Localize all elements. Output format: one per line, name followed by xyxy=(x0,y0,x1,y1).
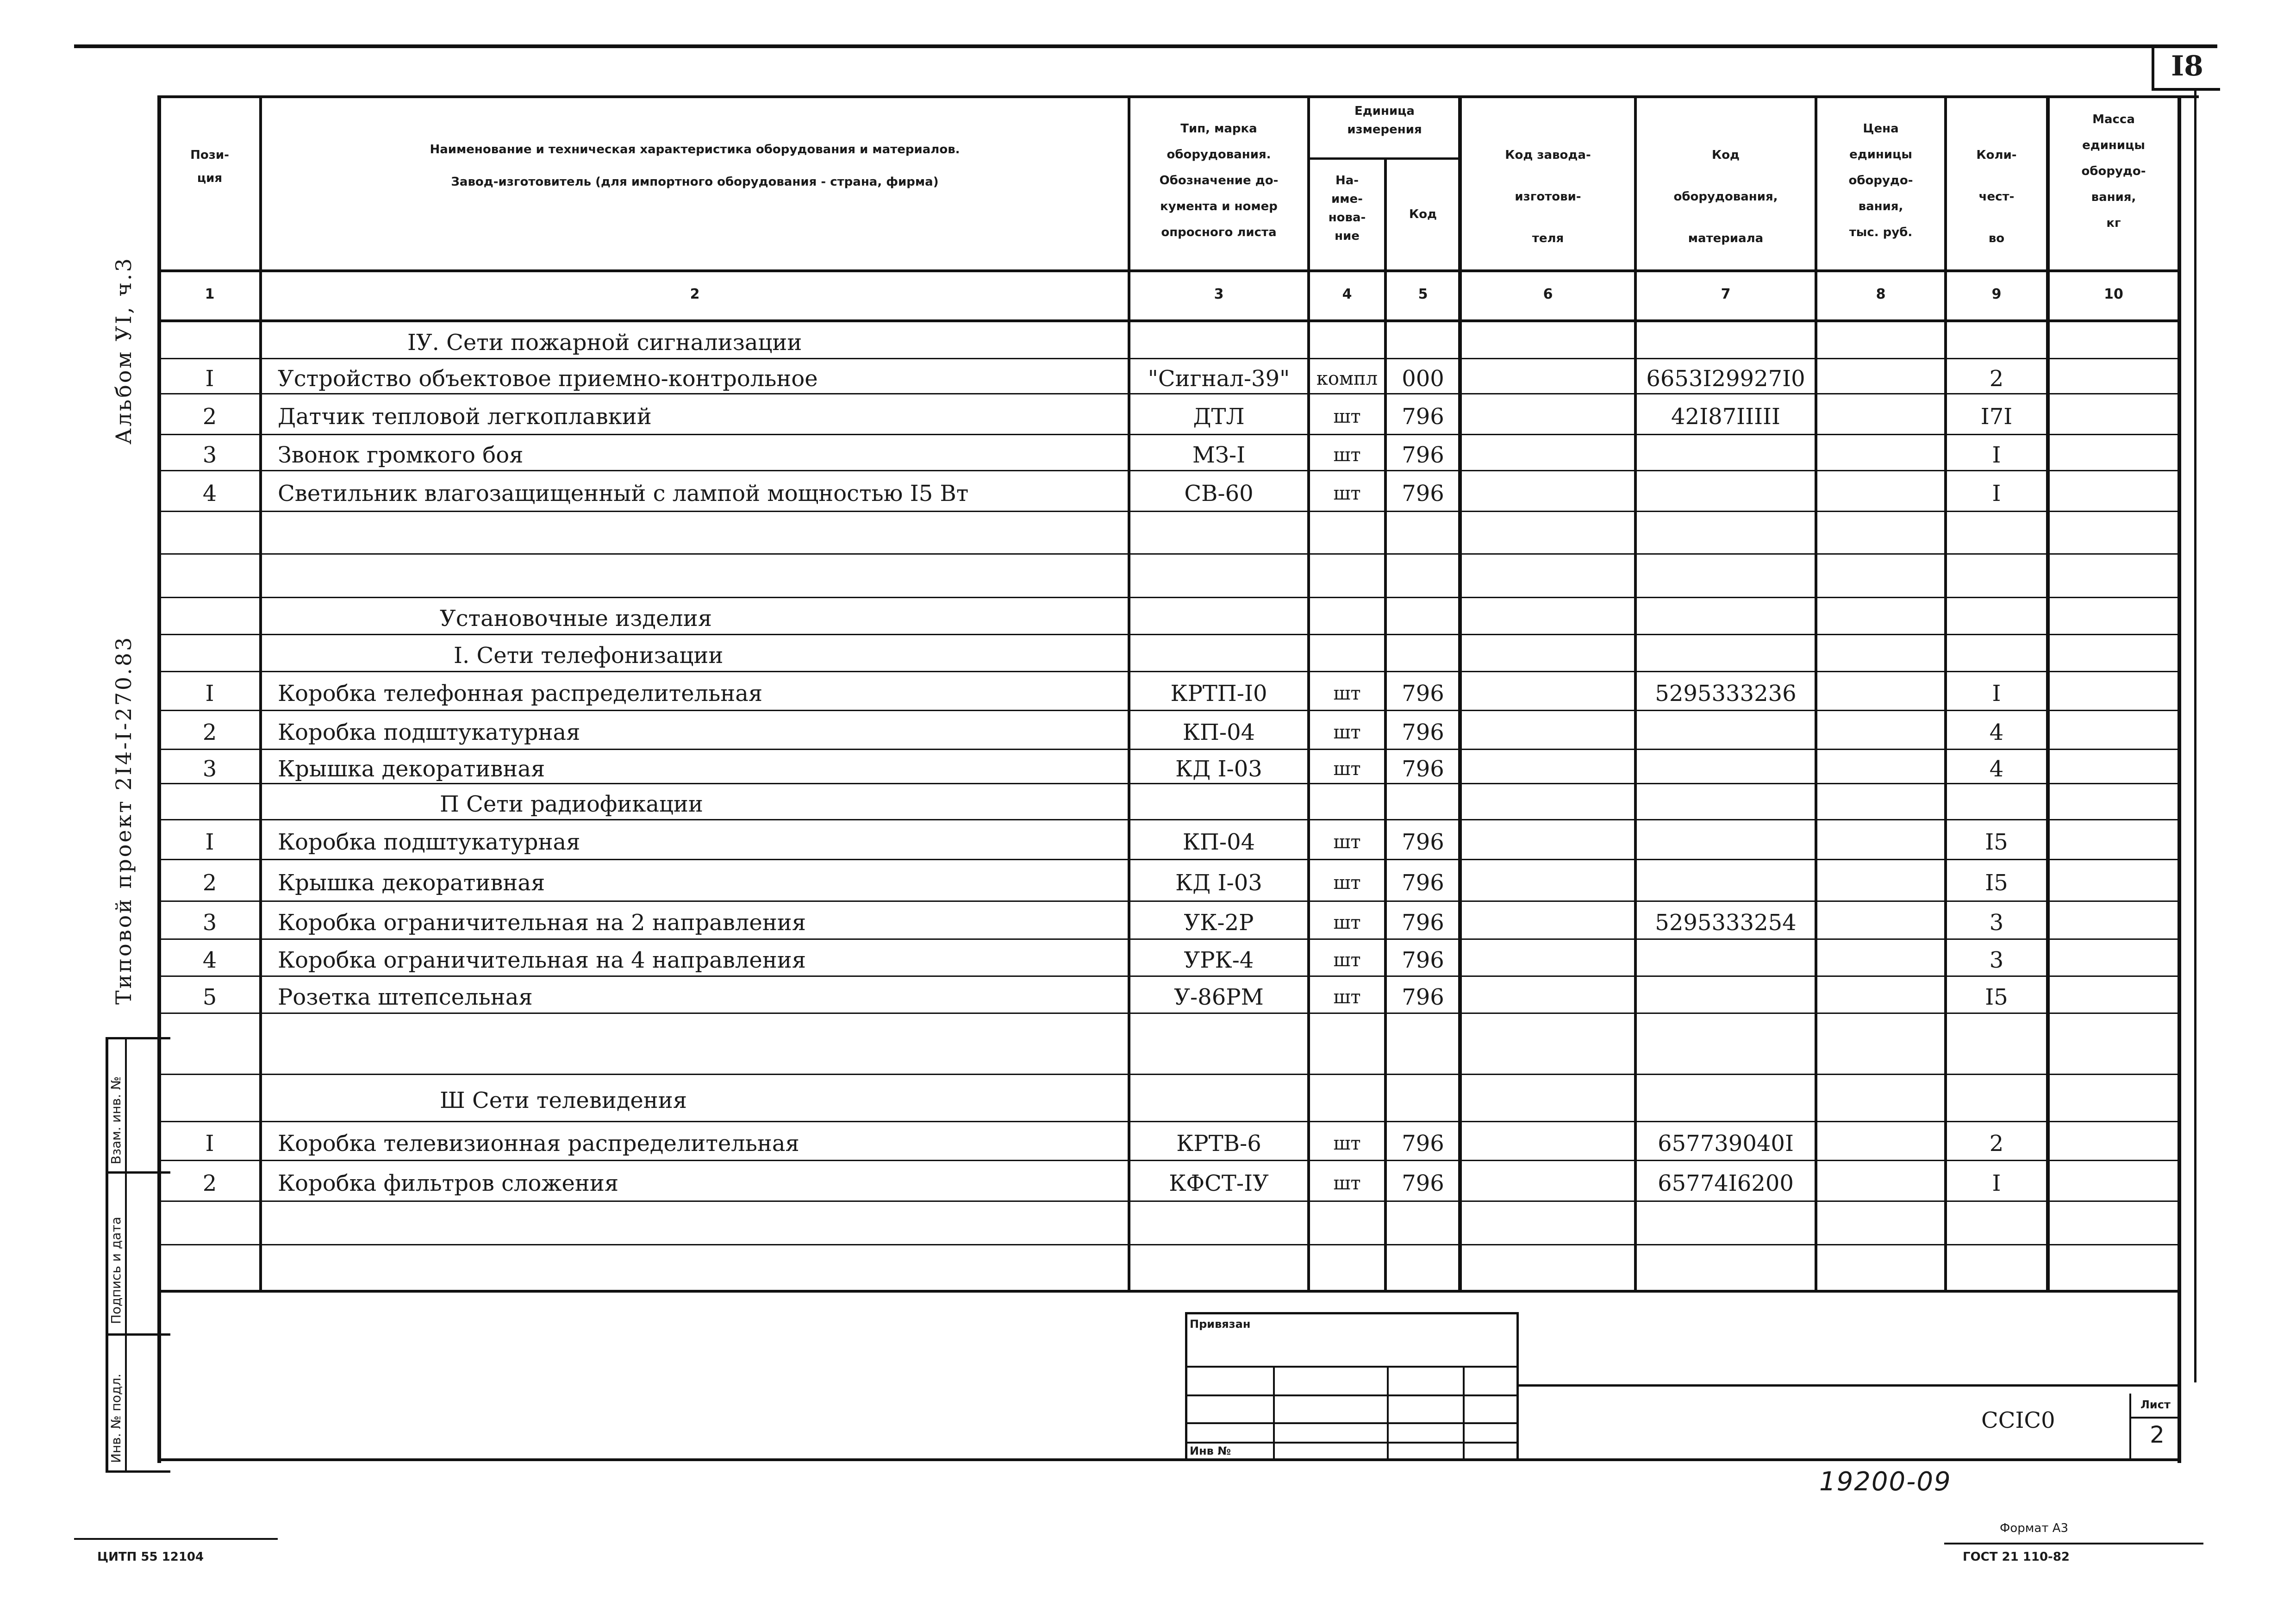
cell-equip: 5295333254 xyxy=(1655,910,1797,936)
cell-equip: 5295333236 xyxy=(1655,681,1797,706)
cell-unit: шт xyxy=(1333,758,1361,780)
cell-code: 796 xyxy=(1402,984,1444,1010)
cell-unit: шт xyxy=(1333,1133,1361,1154)
hdr-unit: Единица измерения xyxy=(1347,104,1422,137)
cell-code: 000 xyxy=(1402,366,1444,392)
colnum-7: 7 xyxy=(1721,286,1731,302)
cell-unit: шт xyxy=(1333,912,1361,933)
stamp-vzam-inv: Взам. инв. № xyxy=(108,1076,124,1164)
footer-gost: ГОСТ 21 110-82 xyxy=(1963,1550,2070,1564)
footer-format: Формат А3 xyxy=(2000,1521,2069,1535)
header-top xyxy=(157,95,2199,98)
cell-code: 796 xyxy=(1402,681,1444,706)
cell-name: Ш Сети телевидения xyxy=(440,1088,687,1113)
table-right-border xyxy=(2177,97,2181,1463)
cell-code: 796 xyxy=(1402,870,1444,896)
colnum-6: 6 xyxy=(1543,286,1553,302)
cell-qty: I xyxy=(1992,681,2001,706)
table-bottom xyxy=(157,1290,2181,1293)
cell-name: Устройство объектовое приемно-контрольное xyxy=(278,366,818,392)
cell-unit: шт xyxy=(1333,406,1361,427)
cell-qty: 3 xyxy=(1989,947,2004,973)
cell-qty: 4 xyxy=(1989,756,2004,782)
hdr-equip-code: Код оборудования, материала xyxy=(1673,148,1778,245)
cell-type: КРТП-I0 xyxy=(1170,681,1267,706)
hdr-unit-name: На- име- нова- ние xyxy=(1328,174,1366,243)
cell-equip: 657739040I xyxy=(1658,1131,1794,1157)
cell-name: I. Сети телефонизации xyxy=(454,643,724,669)
cell-unit: шт xyxy=(1333,683,1361,704)
cell-type: УК-2Р xyxy=(1184,910,1254,936)
cell-code: 796 xyxy=(1402,404,1444,430)
cell-name: Коробка телевизионная распределительная xyxy=(278,1131,799,1157)
hdr-qty: Коли- чест- во xyxy=(1976,148,2017,245)
doc-code: ССIС0 xyxy=(1981,1407,2055,1433)
cell-qty: I xyxy=(1992,1170,2001,1196)
cell-type: ДТЛ xyxy=(1193,404,1245,430)
cell-name: Светильник влагозащищенный с лампой мощностью I5 Вт xyxy=(278,481,969,506)
colnum-5: 5 xyxy=(1418,286,1428,302)
cell-pos: 2 xyxy=(202,1170,217,1196)
cell-pos: 3 xyxy=(202,910,217,936)
sheet-number-top: I8 xyxy=(2171,50,2203,82)
hdr-name: Наименование и техническая характеристика оборудования и материалов. Завод-изготовитель (для импортного оборудования - страна, фирма) xyxy=(430,143,960,189)
cell-pos: I xyxy=(205,829,214,855)
table-right-border-2 xyxy=(2194,91,2196,1382)
cell-pos: 4 xyxy=(202,947,217,973)
header-bottom xyxy=(157,269,2181,272)
cell-qty: 3 xyxy=(1989,910,2004,936)
colnum-3: 3 xyxy=(1214,286,1224,302)
hdr-price: Цена единицы оборудо- вания, тыс. руб. xyxy=(1848,122,1913,239)
cell-name: Розетка штепсельная xyxy=(278,984,533,1010)
cell-equip: 42I87IIIII xyxy=(1671,404,1780,430)
cell-qty: 2 xyxy=(1989,366,2004,392)
colnum-2: 2 xyxy=(690,286,700,302)
cell-pos: I xyxy=(205,681,214,706)
cell-name: Крышка декоративная xyxy=(278,756,545,782)
hdr-factory-code: Код завода- изготови- теля xyxy=(1505,148,1591,245)
cell-unit: шт xyxy=(1333,483,1361,504)
cell-code: 796 xyxy=(1402,829,1444,855)
cell-qty: I5 xyxy=(1985,829,2008,855)
cell-name: Датчик тепловой легкоплавкий xyxy=(278,404,652,430)
cell-type: СВ-60 xyxy=(1184,481,1254,506)
cell-name: Коробка подштукатурная xyxy=(278,719,580,745)
cell-qty: I xyxy=(1992,442,2001,468)
colnum-4: 4 xyxy=(1342,286,1352,302)
cell-pos: 3 xyxy=(202,756,217,782)
cell-code: 796 xyxy=(1402,481,1444,506)
cell-pos: I xyxy=(205,366,214,392)
list-number: 2 xyxy=(2150,1421,2165,1448)
list-label: Лист xyxy=(2140,1398,2171,1411)
cell-equip: 6653I29927I0 xyxy=(1646,366,1805,392)
cell-name: Звонок громкого боя xyxy=(278,442,524,468)
cell-pos: I xyxy=(205,1131,214,1157)
cell-qty: I7I xyxy=(1980,404,2013,430)
colnum-bottom xyxy=(157,319,2181,322)
cell-type: КП-04 xyxy=(1182,719,1255,745)
cell-unit: шт xyxy=(1333,1173,1361,1194)
cell-type: КФСТ-IУ xyxy=(1169,1170,1269,1196)
cell-qty: 2 xyxy=(1989,1131,2004,1157)
cell-code: 796 xyxy=(1402,719,1444,745)
colnum-8: 8 xyxy=(1876,286,1886,302)
cell-pos: 2 xyxy=(202,404,217,430)
cell-equip: 65774I6200 xyxy=(1658,1170,1794,1196)
cell-unit: шт xyxy=(1333,872,1361,894)
cell-pos: 5 xyxy=(202,984,217,1010)
cell-type: МЗ-I xyxy=(1192,442,1246,468)
stamp-podpis-data: Подпись и дата xyxy=(108,1217,124,1324)
footer-left: ЦИТП 55 12104 xyxy=(97,1550,204,1564)
cell-code: 796 xyxy=(1402,442,1444,468)
cell-type: КД I-03 xyxy=(1175,756,1262,782)
cell-qty: 4 xyxy=(1989,719,2004,745)
cell-name: Крышка декоративная xyxy=(278,870,545,896)
stamp-inv-no: Инв № xyxy=(1190,1444,1231,1457)
album-label: Альбом УI, ч.3 xyxy=(111,256,136,444)
cell-type: УРК-4 xyxy=(1184,947,1254,973)
top-border xyxy=(74,44,2217,48)
sheet-bottom xyxy=(157,1458,2181,1461)
cell-pos: 2 xyxy=(202,719,217,745)
hdr-mass: Масса единицы оборудо- вания, кг xyxy=(2081,113,2146,230)
cell-code: 796 xyxy=(1402,947,1444,973)
cell-code: 796 xyxy=(1402,1170,1444,1196)
cell-name: Коробка телефонная распределительная xyxy=(278,681,763,706)
stamp-privyazan: Привязан xyxy=(1190,1318,1251,1331)
cell-name: Коробка ограничительная на 2 направления xyxy=(278,910,806,936)
colnum-1: 1 xyxy=(205,286,215,302)
cell-name: Коробка ограничительная на 4 направления xyxy=(278,947,806,973)
cell-name: Коробка подштукатурная xyxy=(278,829,580,855)
cell-type: "Сигнал-39" xyxy=(1148,366,1290,392)
cell-name: Установочные изделия xyxy=(440,606,712,631)
cell-name: П Сети радиофикации xyxy=(440,791,703,817)
cell-code: 796 xyxy=(1402,910,1444,936)
cell-code: 796 xyxy=(1402,1131,1444,1157)
stamp-inv-podl: Инв. № подл. xyxy=(108,1373,124,1463)
cell-unit: шт xyxy=(1333,832,1361,853)
sheet-no-box-bottom xyxy=(2152,88,2220,91)
cell-unit: шт xyxy=(1333,987,1361,1008)
cell-unit: шт xyxy=(1333,444,1361,466)
cell-type: КРТВ-6 xyxy=(1176,1131,1261,1157)
cell-type: КД I-03 xyxy=(1175,870,1262,896)
cell-pos: 4 xyxy=(202,481,217,506)
cell-unit: шт xyxy=(1333,722,1361,743)
handwritten-number: 19200-09 xyxy=(1819,1467,1952,1497)
cell-pos: 2 xyxy=(202,870,217,896)
cell-unit: компл xyxy=(1316,368,1378,389)
cell-type: У-86РМ xyxy=(1174,984,1264,1010)
colnum-9: 9 xyxy=(1991,286,2002,302)
cell-name: IУ. Сети пожарной сигнализации xyxy=(407,330,802,356)
cell-name: Коробка фильтров сложения xyxy=(278,1170,619,1196)
cell-qty: I5 xyxy=(1985,984,2008,1010)
cell-code: 796 xyxy=(1402,756,1444,782)
cell-unit: шт xyxy=(1333,950,1361,971)
hdr-unit-code: Код xyxy=(1409,207,1437,221)
sheet-no-box-left xyxy=(2152,44,2154,89)
hdr-type: Тип, марка оборудования. Обозначение до- кумента и номер опросного листа xyxy=(1159,122,1279,239)
cell-type: КП-04 xyxy=(1182,829,1255,855)
hdr-pos: Пози- ция xyxy=(190,148,229,185)
cell-qty: I xyxy=(1992,481,2001,506)
colnum-10: 10 xyxy=(2104,286,2123,302)
cell-pos: 3 xyxy=(202,442,217,468)
cell-qty: I5 xyxy=(1985,870,2008,896)
project-label: Типовой проект 2I4-I-270.83 xyxy=(111,635,136,1005)
